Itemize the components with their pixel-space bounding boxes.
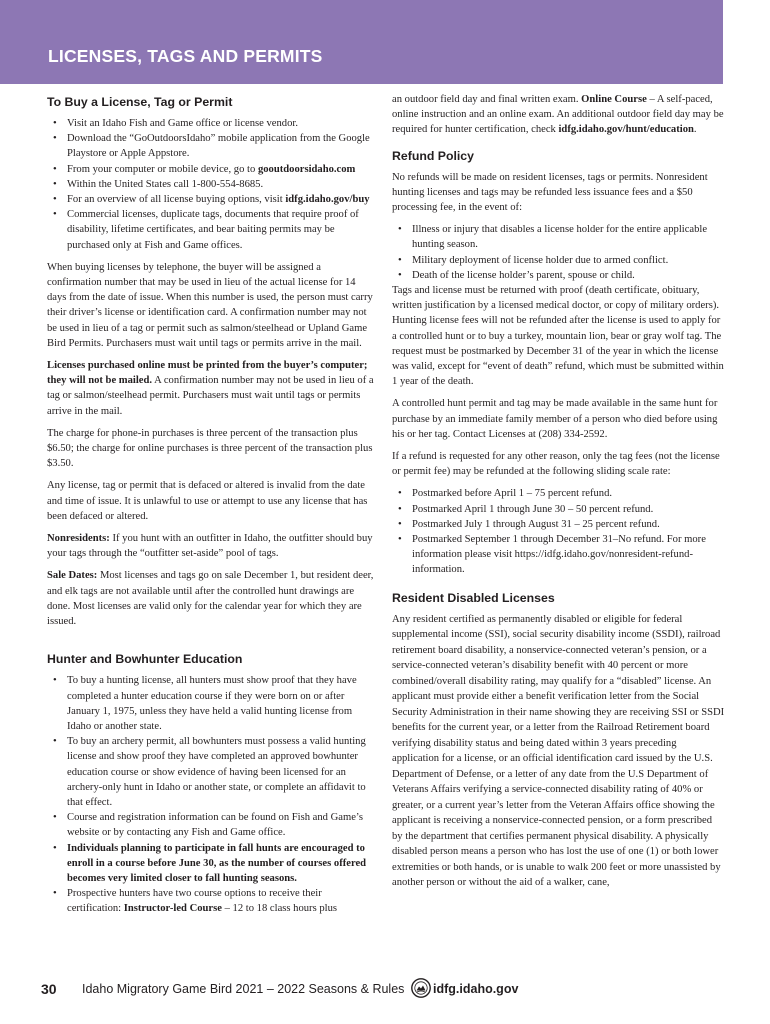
buy-heading: To Buy a License, Tag or Permit <box>47 95 233 109</box>
charge-paragraph: The charge for phone-in purchases is three percent of the transaction plus $6.50; the charge for online purchases is three percent of the transaction plus $3.50. <box>47 427 373 470</box>
refund-heading: Refund Policy <box>392 148 474 163</box>
list-item: • To buy a hunting license, all hunters must show proof that they have completed a hunter education course if they were born on or after January 1, 1975, unless they have held a valid hunting license from Idaho or another state. <box>67 673 377 734</box>
phone-paragraph: When buying licenses by telephone, the buyer will be assigned a confirmation number that may be used in lieu of the actual license for 14 days from the date of issue. When this number is used, the person must carry their driver’s license or identification card. A confirmation number may not be used in lieu of a tag or permit such as salmon/steelhead or Upland Game Bird Permits. Purchasers must wait until tags or permits arrive in the mail. <box>47 261 373 349</box>
list-item: • Illness or injury that disables a license holder for the entire applicable hunting season. <box>412 222 725 252</box>
defaced-paragraph: Any license, tag or permit that is defaced or altered is invalid from the date and time of issue. It is unlawful to use or attempt to use any license that has been defaced or altered. <box>47 480 368 522</box>
disabled-heading: Resident Disabled Licenses <box>392 590 555 605</box>
refund-intro: No refunds will be made on resident licenses, tags or permits. Nonresident hunting licenses and tags may be refunded less issuance fees and a $50 processing fee, in the event of: <box>392 171 708 214</box>
online-paragraph: Licenses purchased online must be printed from the buyer’s computer; they will not be mailed. A confirmation number may not be used in lieu of a tag or salmon/steelhead permit. Purchasers must wait until tags or permits arrive in the mail. <box>47 360 374 417</box>
buy-list <box>47 116 377 253</box>
footer-url[interactable]: idfg.idaho.gov <box>433 982 519 996</box>
list-item: • Commercial licenses, duplicate tags, documents that require proof of disability, lifetime certificates, and bear baiting permits may be purchased only at Fish and Game offices. <box>67 207 377 253</box>
left-column <box>47 94 377 924</box>
list-item: • Death of the license holder’s parent, spouse or child. <box>412 268 725 283</box>
scale-list <box>392 486 725 577</box>
list-item: • Postmarked September 1 through December 31–No refund. For more information please visit https://idfg.idaho.gov/nonresident-refund-information. <box>412 532 725 578</box>
refund-list <box>392 222 725 283</box>
page-title: LICENSES, TAGS AND PERMITS <box>48 46 323 66</box>
list-item: • Prospective hunters have two course options to receive their certification: Instructor-led Course – 12 to 18 class hours plus <box>67 886 377 916</box>
idfg-seal-icon <box>411 978 431 998</box>
right-column <box>392 92 725 898</box>
list-item: • From your computer or mobile device, go to gooutdoorsidaho.com <box>67 162 377 177</box>
page-number: 30 <box>41 981 57 997</box>
footer-title: Idaho Migratory Game Bird 2021 – 2022 Seasons & Rules <box>82 982 405 996</box>
list-item: • Within the United States call 1-800-554-8685. <box>67 177 377 192</box>
disabled-paragraph: Any resident certified as permanently disabled or eligible for federal supplemental income (SSI), social security disability income (SSDI), railroad retirement board disability, a nonservice-connected veteran’s pension, or a service-connected veteran’s disability benefit with 40 percent or more combined/overall disability rating, may qualify for a “disabled” license. An applicant must provide either a benefit verification letter from the Social Security Administration in their name showing they are receiving SSI or SSDI benefits for the current year, or a letter from the Railroad Retirement board verifying disability status and being dated within 3 years preceding application for a license, or an official identification card issued by the U.S. Department of Defense, or a letter of any date from the U.S Department of Veterans Affairs verifying a service-connected disability rating of 40% or greater, or a current year’s letter from the Veteran Affairs office showing the applicant is receiving a nonservice-connected pension, or a form prescribed by the department that certifies permanent physical disability. A physically disabled person means a person who has lost the use of one (1) or both lower extremities or both hands, or is unable to walk 200 feet or more unassisted by another person or without the aid of a walker, cane, <box>392 613 725 889</box>
course-continuation: an outdoor field day and final written exam. Online Course – A self-paced, online instruction and an online exam. An additional outdoor field day may be required for hunter certification, check idfg.idaho.gov/hunt/education. <box>392 94 724 136</box>
sale-dates-paragraph: Sale Dates: Most licenses and tags go on sale December 1, but resident deer, and elk tags are not available until after the controlled hunt drawings are done. Most licenses are valid only for the calendar year for which they are issued. <box>47 570 374 628</box>
list-item: • Postmarked April 1 through June 30 – 50 percent refund. <box>412 502 725 517</box>
hunter-heading: Hunter and Bowhunter Education <box>47 652 243 667</box>
list-item: • Course and registration information can be found on Fish and Game’s website or by contacting any Fish and Game office. <box>67 810 377 840</box>
gooutdoors-link[interactable]: gooutdoorsidaho.com <box>257 163 356 175</box>
list-item: • To buy an archery permit, all bowhunters must possess a valid hunting license and show proof they have completed an approved bowhunter education course or show evidence of having been licensed for an archery-only hunt in Idaho or another state, or complete an affidavit to that effect. <box>67 734 377 810</box>
buy-link[interactable]: idfg.idaho.gov/buy <box>285 194 370 206</box>
list-item: • Download the “GoOutdoorsIdaho” mobile application from the Google Playstore or Apple Appstore. <box>67 131 377 161</box>
controlled-hunt-paragraph: A controlled hunt permit and tag may be made available in the same hunt for purchase by an immediate family member of a person who died before using his or her tag. Contact Licenses at (208) 334-2592. <box>392 398 718 440</box>
list-item: • Military deployment of license holder due to armed conflict. <box>412 253 725 268</box>
page-footer <box>0 978 770 1000</box>
hunter-list <box>47 673 377 916</box>
education-link[interactable]: idfg.idaho.gov/hunt/education <box>558 124 694 136</box>
sliding-scale-paragraph: If a refund is requested for any other reason, only the tag fees (not the license or permit fee) may be refunded at the following sliding scale rate: <box>392 451 720 478</box>
list-item: • For an overview of all license buying options, visit idfg.idaho.gov/buy <box>67 192 377 207</box>
list-item: • Postmarked July 1 through August 31 – 25 percent refund. <box>412 517 725 532</box>
list-item: • Visit an Idaho Fish and Game office or license vendor. <box>67 116 377 131</box>
nonresidents-paragraph: Nonresidents: If you hunt with an outfitter in Idaho, the outfitter should buy your tags through the “outfitter set-aside” pool of tags. <box>47 533 373 560</box>
list-item: • Postmarked before April 1 – 75 percent refund. <box>412 486 725 501</box>
refund-proof-paragraph: Tags and license must be returned with proof (death certificate, obituary, written justification by a licensed medical doctor, or copy of military orders). Hunting license fees will not be refunded after the license is used to apply for a controlled hunt or to buy a turkey, mountain lion, bear or gray wolf tag. The request must be postmarked by December 31 of the year in which the license was valid, except for “event of death” refund, which must be submitted within 1 year of the death. <box>392 285 724 388</box>
list-item: • Individuals planning to participate in fall hunts are encouraged to enroll in a course before June 30, as the number of courses offered becomes very limited closer to fall hunting seasons. <box>67 841 377 887</box>
page-banner <box>0 0 723 84</box>
